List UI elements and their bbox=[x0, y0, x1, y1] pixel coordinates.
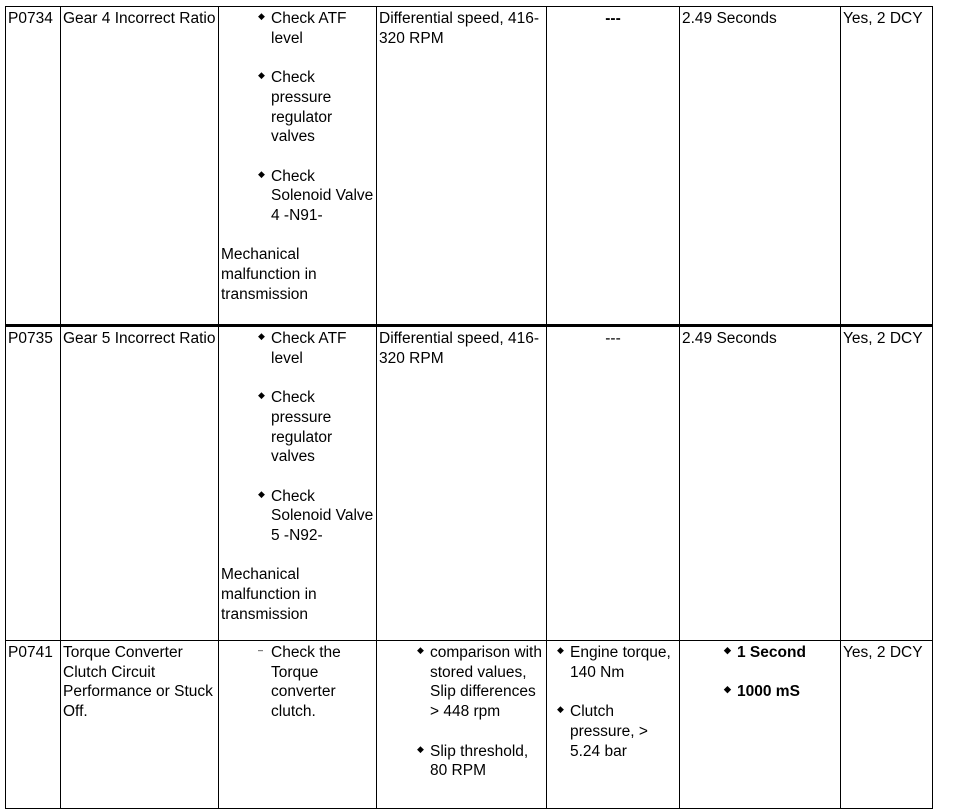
list-item: ◆ 1 Second bbox=[724, 644, 806, 661]
dash-bullet-icon: – bbox=[258, 645, 264, 655]
action-cell bbox=[219, 326, 377, 641]
diamond-bullet-icon: ◆ bbox=[557, 645, 564, 655]
cause-text: Mechanical malfunction in transmission bbox=[221, 566, 317, 623]
dtc-description: Gear 5 Incorrect Ratio bbox=[61, 326, 219, 641]
action-list bbox=[221, 9, 374, 226]
mil-cell: Yes, 2 DCY bbox=[841, 7, 933, 326]
secondary-cell bbox=[547, 641, 680, 809]
action-list bbox=[221, 643, 374, 722]
table-row bbox=[6, 7, 933, 326]
dtc-code: P0734 bbox=[6, 7, 61, 326]
list-item: ◆ Clutch pressure, > 5.24 bar bbox=[557, 703, 648, 760]
diamond-bullet-icon: ◆ bbox=[557, 704, 564, 715]
diamond-bullet-icon: ◆ bbox=[258, 70, 265, 81]
dtc-description: Gear 4 Incorrect Ratio bbox=[61, 7, 219, 326]
list-item: ◆ comparison with stored values, Slip differences > 448 rpm bbox=[417, 644, 542, 721]
list-item: ◆ Slip threshold, 80 RPM bbox=[417, 742, 529, 780]
time-cell bbox=[680, 641, 841, 809]
table-row bbox=[6, 641, 933, 809]
mil-cell: Yes, 2 DCY bbox=[841, 641, 933, 809]
cause-text: Mechanical malfunction in transmission bbox=[221, 246, 317, 303]
table-row bbox=[6, 326, 933, 641]
dtc-description: Torque Converter Clutch Circuit Performance or Stuck Off. bbox=[61, 641, 219, 809]
secondary-cell: --- bbox=[547, 7, 680, 326]
diamond-bullet-icon: ◆ bbox=[724, 684, 731, 695]
condition-cell bbox=[377, 641, 547, 809]
list-item: ◆ Check pressure regulator valves bbox=[258, 69, 333, 146]
list-item: ◆ Check Solenoid Valve 5 -N92- bbox=[258, 487, 374, 544]
secondary-cell: --- bbox=[547, 326, 680, 641]
diamond-bullet-icon: ◆ bbox=[258, 390, 265, 401]
diamond-bullet-icon: ◆ bbox=[724, 645, 731, 655]
secondary-list bbox=[549, 643, 677, 761]
diamond-bullet-icon: ◆ bbox=[258, 11, 265, 21]
action-cell bbox=[219, 641, 377, 809]
dtc-code: P0741 bbox=[6, 641, 61, 809]
time-cell: 2.49 Seconds bbox=[680, 326, 841, 641]
condition-list bbox=[379, 643, 544, 781]
condition-cell: Differential speed, 416-320 RPM bbox=[377, 326, 547, 641]
dtc-table bbox=[5, 6, 933, 809]
time-cell: 2.49 Seconds bbox=[680, 7, 841, 326]
list-item: ◆ Check ATF level bbox=[258, 330, 347, 367]
list-item: ◆ Engine torque, 140 Nm bbox=[557, 644, 671, 681]
diamond-bullet-icon: ◆ bbox=[258, 331, 265, 341]
diamond-bullet-icon: ◆ bbox=[417, 645, 424, 655]
diamond-bullet-icon: ◆ bbox=[258, 168, 265, 179]
diamond-bullet-icon: ◆ bbox=[417, 743, 424, 754]
diamond-bullet-icon: ◆ bbox=[258, 488, 265, 499]
list-item: ◆ Check pressure regulator valves bbox=[258, 389, 333, 466]
list-item: ◆ Check ATF level bbox=[258, 10, 347, 47]
time-list bbox=[682, 643, 838, 702]
list-item: ◆ Check Solenoid Valve 4 -N91- bbox=[258, 167, 374, 224]
action-cell bbox=[219, 7, 377, 326]
dtc-code: P0735 bbox=[6, 326, 61, 641]
action-list bbox=[221, 329, 374, 546]
mil-cell: Yes, 2 DCY bbox=[841, 326, 933, 641]
condition-cell: Differential speed, 416-320 RPM bbox=[377, 7, 547, 326]
list-item: – Check the Torque converter clutch. bbox=[258, 644, 341, 721]
list-item: ◆ 1000 mS bbox=[724, 683, 800, 701]
